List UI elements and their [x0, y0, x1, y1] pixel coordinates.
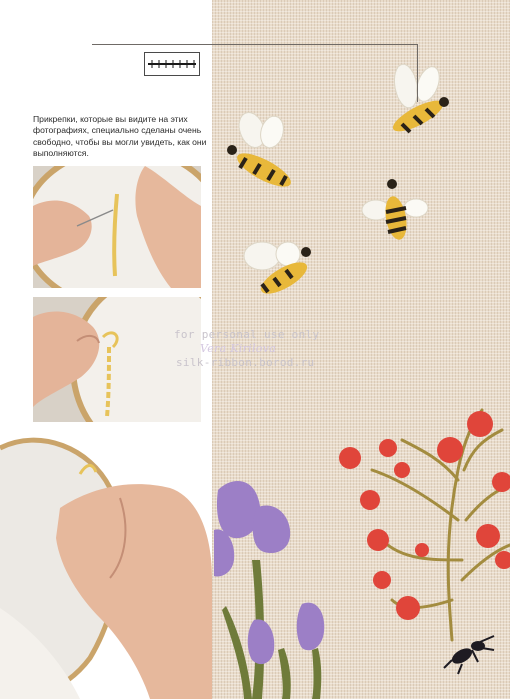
watermark-signature: Vera Kirilova: [200, 342, 277, 355]
watermark-line-1: for personal use only: [174, 328, 320, 341]
watermark-url: silk-ribbon.borod.ru: [176, 356, 315, 369]
bee-2: [389, 62, 449, 137]
step-photo-3: [0, 428, 212, 699]
bee-4: [244, 242, 312, 300]
bee-3: [362, 179, 428, 241]
bee-1: [227, 109, 295, 193]
caption-tacks: Прикрепки, которые вы видите на этих фотографиях, специально сделаны очень свободно, чтобы вы могли увидеть, как они выполняются.: [33, 114, 207, 159]
stitch-diagram: [144, 52, 200, 76]
leader-line-horizontal: [92, 44, 418, 45]
step-photo-1: [33, 166, 201, 288]
couching-stitch-icon: [145, 53, 199, 75]
leader-line-vertical: [417, 44, 418, 102]
ant: [444, 636, 494, 674]
iris-flowers: [214, 481, 324, 664]
